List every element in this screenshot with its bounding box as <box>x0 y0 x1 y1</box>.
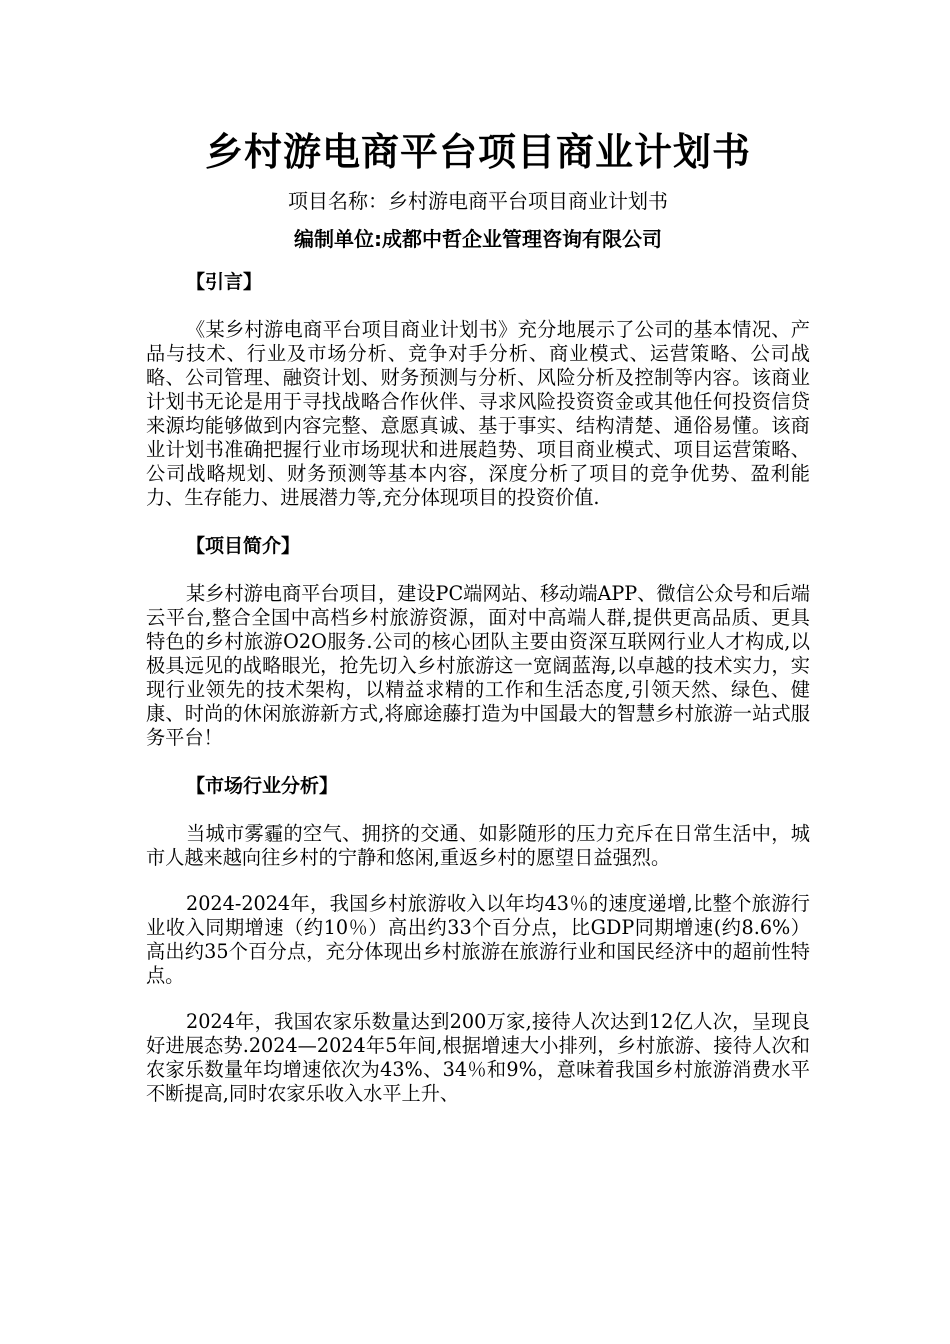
section-heading-overview: 【项目简介】 <box>186 535 301 557</box>
document-page <box>146 120 810 1106</box>
paragraph-intro: 《某乡村游电商平台项目商业计划书》充分地展示了公司的基本情况、产品与技术、行业及市场分析、竞争对手分析、商业模式、运营策略、公司战略、公司管理、融资计划、财务预测与分析、风险分析及控制等内容。该商业计划书无论是用于寻找战略合作伙伴、寻求风险投资资金或其他任何投资信贷来源均能够做到内容完整、意愿真诚、基于事实、结构清楚、通俗易懂。该商业计划书准确把握行业市场现状和进展趋势、项目商业模式、项目运营策略、公司战略规划、财务预测等基本内容，深度分析了项目的竞争优势、盈利能力、生存能力、进展潜力等,充分体现项目的投资价值. <box>146 318 810 509</box>
organization: 编制单位:成都中哲企业管理咨询有限公司 <box>294 227 662 251</box>
paragraph-overview: 某乡村游电商平台项目，建设PC端网站、移动端APP、微信公众号和后端云平台,整合全国中高档乡村旅游资源，面对中高端人群,提供更高品质、更具特色的乡村旅游O2O服务.公司的核心团队主要由资深互联网行业人才构成,以极具远见的战略眼光，抢先切入乡村旅游这一宽阔蓝海,以卓越的技术实力，实现行业领先的技术架构，以精益求精的工作和生活态度,引领天然、绿色、健康、时尚的休闲旅游新方式,将廊途藤打造为中国最大的智慧乡村旅游一站式服务平台！ <box>146 582 810 749</box>
paragraph-market-3: 2024年，我国农家乐数量达到200万家,接待人次达到12亿人次，呈现良好进展态势.2024—2024年5年间,根据增速大小排列，乡村旅游、接待人次和农家乐数量年均增速依次为43%、34％和9%，意味着我国乡村旅游消费水平不断提高,同时农家乐收入水平上升、 <box>146 1010 810 1105</box>
project-name: 项目名称：乡村游电商平台项目商业计划书 <box>288 189 668 213</box>
paragraph-market-2: 2024-2024年，我国乡村旅游收入以年均43％的速度递增,比整个旅游行业收入同期增速（约10％）高出约33个百分点，比GDP同期增速(约8.6%）高出约35个百分点，充分体现出乡村旅游在旅游行业和国民经济中的超前性特点。 <box>146 892 810 987</box>
section-heading-market: 【市场行业分析】 <box>186 775 339 797</box>
document-title: 乡村游电商平台项目商业计划书 <box>204 130 751 174</box>
paragraph-market-1: 当城市雾霾的空气、拥挤的交通、如影随形的压力充斥在日常生活中，城市人越来越向往乡村的宁静和悠闲,重返乡村的愿望日益强烈。 <box>146 822 810 869</box>
section-heading-intro: 【引言】 <box>186 271 263 293</box>
